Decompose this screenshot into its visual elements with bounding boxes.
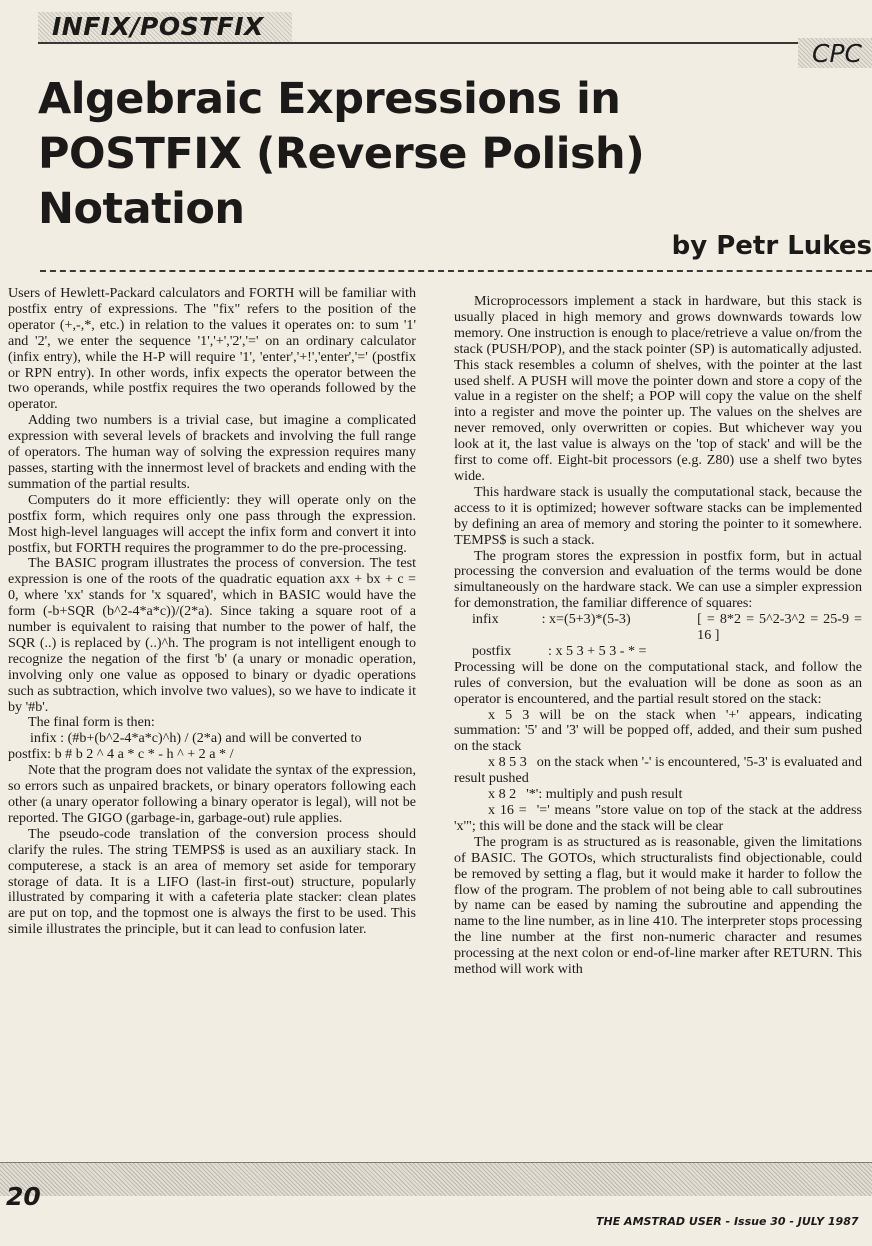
- machine-tag: CPC: [798, 38, 872, 68]
- paragraph: The program is as structured as is reasonable, given the limitations of BASIC. The GOTOs, which structuralists find objectionable, could be removed by setting a flag, but it would make it harder to follow the flow of the program. The problem of not being able to call subroutines by name can be eased by naming the subroutine and appending the name to the line number, as in line 410. The interpreter stops processing the line number at the first non-numeric character and resumes processing at the next colon or end-of-line marker after RETURN. This method will work with: [454, 833, 862, 978]
- page-number: 20: [6, 1182, 41, 1211]
- paragraph: The pseudo-code translation of the conversion process should clarify the rules. The string TEMPS$ is used as an auxiliary stack. In computerese, a stack is an area of memory set aside for temporary storage of data. It is a LIFO (last-in first-out) structure, popularly illustrated by comparing it with a cafeteria plate stacker: clean plates are put on top, and the topmost one is always the first to be used. This simile illustrates the principle, but it can lead to confusion later.: [8, 825, 416, 938]
- author-byline: by Petr Lukes: [671, 231, 872, 261]
- footer-band: [0, 1162, 872, 1196]
- paragraph: Computers do it more efficiently: they will operate only on the postfix form, which requires only one pass through the expression. Most high-level languages will accept the infix form and convert it into postfix, but FORTH requires the programmer to do the pre-processing.: [8, 491, 416, 556]
- stack-step: [454, 787, 862, 803]
- stack-state: x 8 5 3: [488, 754, 527, 771]
- stack-step: [454, 803, 862, 835]
- stack-explanation: '*': multiply and push result: [526, 786, 683, 803]
- stack-state: x 8 2: [488, 786, 517, 803]
- paragraph: The final form is then:: [28, 714, 155, 731]
- magazine-footer: THE AMSTRAD USER - Issue 30 - JULY 1987: [596, 1215, 859, 1228]
- postfix-example: [454, 644, 862, 660]
- paragraph: Users of Hewlett-Packard calculators and FORTH will be familiar with postfix entry of expressions. The "fix" refers to the position of the operator (+,-,*, etc.) in relation to the values it operates on: to sum '1' and '2', we enter the sequence '1','+','2','=' on an ordinary calculator (infix entry), while the H-P will require '1', 'enter','+!','enter','=' (postfix or RPN entry). In other words, infix expects the operator between the two operands, while postfix requires the two operands followed by the operator.: [8, 285, 416, 413]
- dashed-divider: [40, 270, 872, 272]
- postfix-label: postfix: [472, 642, 512, 659]
- right-column: [454, 294, 862, 978]
- left-column: [8, 286, 416, 938]
- paragraph: Processing will be done on the computational stack, and follow the rules of conversion, but the evaluation will be done as soon as an operator is encountered, and the partial result stored on the stack:: [454, 658, 862, 707]
- stack-explanation: '=' means "store value on top of the stack at the address 'x'"; this will be done and the stack will be clear: [454, 802, 863, 834]
- infix-formula: infix : (#b+(b^2-4*a*c)^h) / (2*a) and will be converted to: [30, 730, 362, 747]
- stack-explanation: on the stack when '-' is encountered, '5-3' is evaluated and result pushed: [454, 754, 862, 787]
- paragraph: Microprocessors implement a stack in hardware, but this stack is usually placed in high memory and grows downwards towards low memory. One instruction is enough to place/retrieve a value on/from the stack (PUSH/POP), and the stack pointer (SP) is automatically adjusted. This stack resembles a column of shelves, with the pointer at the last used shelf. A PUSH will move the pointer down and store a copy of the value in a register on the shelf; a POP will copy the value on the shelf into a register and move the pointer up. The values on the shelves are never removed, only overwritten or copies. But whichever way you look at it, the last value is always on the 'top of stack' and will be the first to come off. Eight-bit processors (e.g. Z80) use a shelf two bytes wide.: [454, 293, 862, 484]
- evaluation-note: [ = 8*2 = 5^2-3^2 = 25-9 = 16 ]: [697, 611, 862, 644]
- paragraph: Adding two numbers is a trivial case, but imagine a complicated expression with several levels of brackets and involving the full range of operators. The human way of solving the expression requires many passes, starting with the innermost level of brackets and ending with the summation of the partial results.: [8, 412, 416, 492]
- stack-state: x 5 3: [488, 706, 530, 723]
- paragraph: The BASIC program illustrates the process of conversion. The test expression is one of the roots of the quadratic equation axx + bx + c = 0, where 'xx' stands for 'x squared', which in BASIC would have the form (-b+SQR (b^2-4*a*c))/(2*a). Since taking a square root of a number is equivalent to raising that number to the power of half, the SQR (..) is replaced by (..)^h. The program is not intelligent enough to recognize the negation of the first 'b' (a unary or monadic operation, involving only one value as opposed to binary or dyadic operations such as subtraction, which involve two values), so we have to indicate it by '#b'.: [8, 555, 416, 715]
- paragraph: Note that the program does not validate the syntax of the expression, so errors such as unpaired brackets, or binary operators following each other (a unary operator following a binary operator is legal), will not be reported. The GIGO (garbage-in, garbage-out) rule applies.: [8, 762, 416, 826]
- infix-example: [454, 612, 862, 644]
- header-rule: [38, 42, 872, 44]
- stack-state: x 16 =: [488, 802, 527, 818]
- article-title: Algebraic Expressions in POSTFIX (Reverse Polish) Notation: [38, 74, 645, 234]
- postfix-expression: : x 5 3 + 5 3 - * =: [548, 642, 647, 659]
- stack-step: [454, 755, 862, 787]
- stack-step: [454, 708, 862, 756]
- section-tag: INFIX/POSTFIX: [38, 12, 292, 42]
- postfix-formula: postfix: b # b 2 ^ 4 a * c * - h ^ + 2 a * /: [8, 746, 234, 763]
- infix-label: infix: [472, 611, 499, 628]
- footer-rule: [0, 1162, 872, 1163]
- infix-expression: : x=(5+3)*(5-3): [541, 611, 631, 628]
- paragraph: The program stores the expression in postfix form, but in actual processing the conversion and evaluation of the terms would be done simultaneously on the hardware stack. We can use a simpler expression for demonstration, the familiar difference of squares:: [454, 547, 862, 612]
- paragraph: This hardware stack is usually the computational stack, because the access to it is optimized; however software stacks can be implemented by defining an area of memory and storing the pointer to it somewhere. TEMPS$ is such a stack.: [454, 483, 862, 548]
- stack-explanation: will be on the stack when '+' appears, indicating summation: '5' and '3' will be popped off, added, and their sum pushed on the stack: [454, 706, 863, 755]
